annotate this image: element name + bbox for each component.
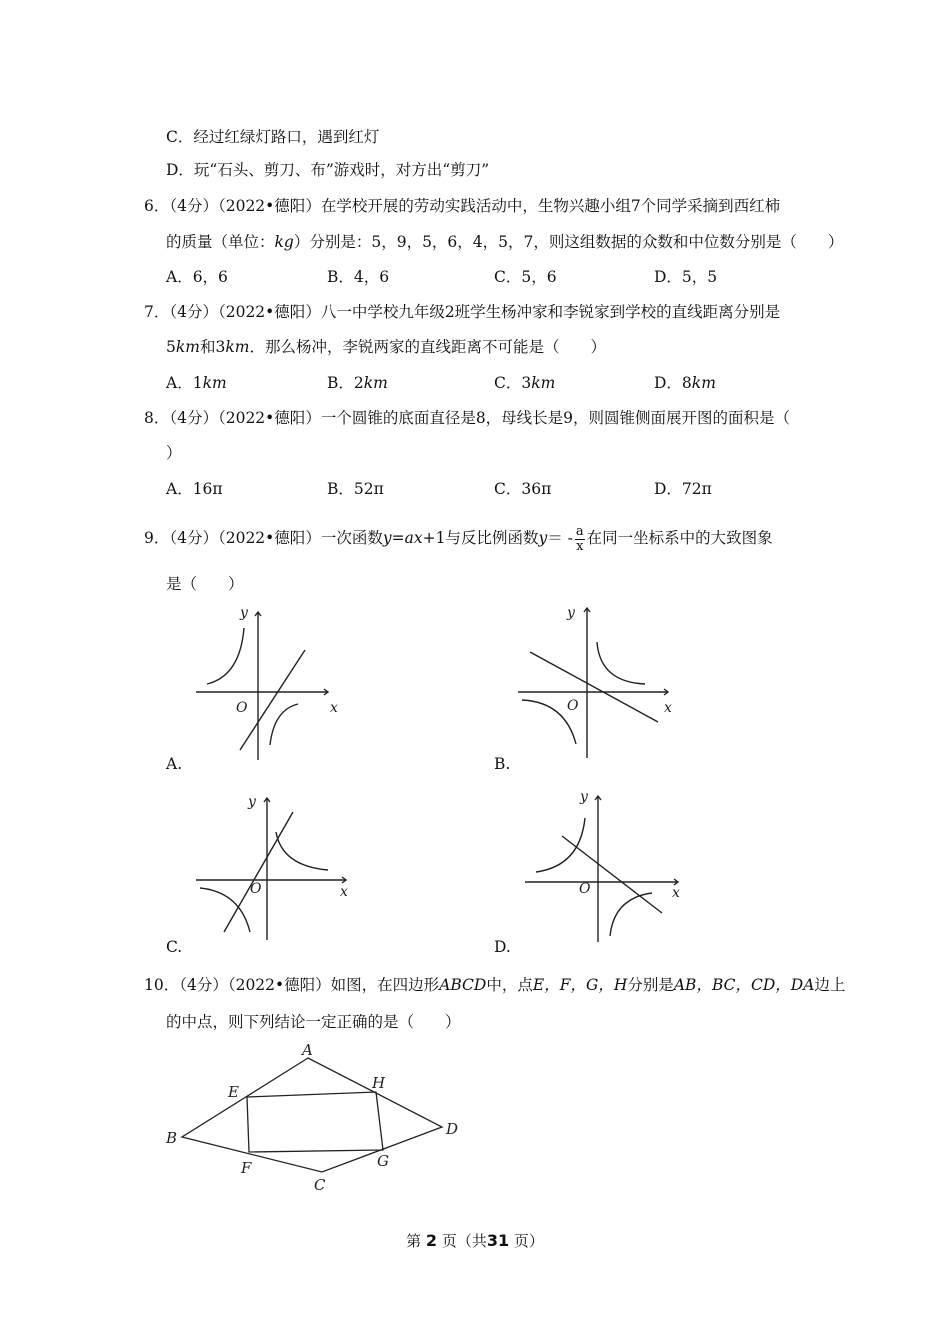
- y-label: y: [240, 605, 248, 621]
- q9-option-d: D.: [494, 938, 511, 956]
- text: ．那么杨冲，李锐两家的直线距离不可能是（ ）: [249, 338, 606, 356]
- origin-label: O: [567, 698, 579, 714]
- q5-option-c: C．经过红绿灯路口，遇到红灯: [166, 128, 380, 146]
- q8-line1: 8．（4分）（2022•德阳）一个圆锥的底面直径是8，母线长是9，则圆锥侧面展开图的面积是（: [144, 409, 791, 427]
- text: 中，点: [486, 976, 533, 994]
- page-number: 2: [425, 1231, 438, 1250]
- unit: km: [531, 374, 556, 392]
- q6-option-d: D．5，5: [654, 268, 718, 286]
- unit: km: [225, 338, 250, 356]
- label: B．2: [327, 374, 364, 392]
- quadrilateral-efgh: [247, 1092, 383, 1152]
- text: 9．（4分）（2022•德阳）一次函数: [144, 529, 383, 547]
- numerator: a: [575, 523, 584, 539]
- x-label: x: [330, 700, 338, 716]
- label-b: B: [166, 1129, 178, 1147]
- q6-option-c: C．5，6: [494, 268, 557, 286]
- text: 10．（4分）（2022•德阳）如图，在四边形: [144, 976, 440, 994]
- y-label: y: [567, 605, 575, 621]
- label-d: D: [446, 1120, 459, 1138]
- q6-option-a: A．6，6: [166, 268, 228, 286]
- q8-option-a: A．16π: [166, 480, 223, 498]
- q8-option-b: B．52π: [327, 480, 384, 498]
- label: D．8: [654, 374, 692, 392]
- page-footer: [0, 1230, 950, 1251]
- label-a: A: [302, 1041, 313, 1059]
- unit: km: [691, 374, 716, 392]
- text: 边上: [814, 976, 846, 994]
- y-label: y: [580, 789, 588, 805]
- text: 与反比例函数: [445, 529, 539, 547]
- x-label: x: [340, 884, 348, 900]
- origin-label: O: [236, 700, 248, 716]
- var: ax: [404, 529, 423, 547]
- origin-label: O: [250, 881, 262, 897]
- var: y: [382, 529, 392, 547]
- q10-line2: 的中点，则下列结论一定正确的是（ ）: [166, 1013, 461, 1031]
- q9-line2: 是（ ）: [166, 575, 244, 593]
- denominator: x: [576, 538, 584, 554]
- unit: km: [363, 374, 388, 392]
- q9-option-a: A.: [166, 755, 183, 773]
- var: y: [538, 529, 548, 547]
- text: 第: [406, 1232, 422, 1250]
- text: =: [391, 529, 405, 547]
- text: 页（共: [441, 1232, 487, 1250]
- unit: km: [202, 374, 227, 392]
- label-f: F: [241, 1159, 252, 1177]
- text: 分别是: [627, 976, 674, 994]
- q6-line1: 6．（4分）（2022•德阳）在学校开展的劳动实践活动中，生物兴趣小组7个同学采摘到西红柿: [144, 197, 781, 215]
- q8-option-d: D．72π: [654, 480, 712, 498]
- var: E，F，G，H: [532, 976, 628, 994]
- origin-label: O: [579, 881, 591, 897]
- x-label: x: [672, 885, 680, 901]
- unit: km: [175, 338, 200, 356]
- q8-line2: ）: [166, 444, 182, 462]
- var: AB，BC，CD，DA: [673, 976, 815, 994]
- total-pages: 31: [486, 1231, 510, 1250]
- x-label: x: [664, 700, 672, 716]
- label-h: H: [372, 1074, 386, 1092]
- text: ）分别是：5，9，5，6，4，5，7，则这组数据的众数和中位数分别是（ ）: [293, 233, 844, 251]
- text: 5: [166, 338, 176, 356]
- unit: kg: [274, 233, 294, 251]
- q9-option-c: C.: [166, 938, 183, 956]
- text: +1: [422, 529, 446, 547]
- var: ABCD: [439, 976, 487, 994]
- q6-option-b: B．4，6: [327, 268, 390, 286]
- q5-option-d: D．玩“石头、剪刀、布”游戏时，对方出“剪刀”: [166, 161, 490, 179]
- q9-option-b: B.: [494, 755, 511, 773]
- q8-option-c: C．36π: [494, 480, 552, 498]
- label: A．1: [166, 374, 203, 392]
- quadrilateral-abcd: [182, 1058, 442, 1172]
- label: C．3: [494, 374, 532, 392]
- text: 和3: [199, 338, 226, 356]
- label-e: E: [228, 1083, 239, 1101]
- text: ＝ -: [547, 529, 573, 547]
- q7-line1: 7．（4分）（2022•德阳）八一中学校九年级2班学生杨冲家和李锐家到学校的直线距离分别是: [144, 303, 781, 321]
- y-label: y: [248, 794, 256, 810]
- label-g: G: [377, 1152, 389, 1170]
- label-c: C: [314, 1176, 326, 1194]
- text: 在同一坐标系中的大致图象: [586, 529, 773, 547]
- text: 页）: [513, 1232, 544, 1250]
- text: 的质量（单位：: [166, 233, 275, 251]
